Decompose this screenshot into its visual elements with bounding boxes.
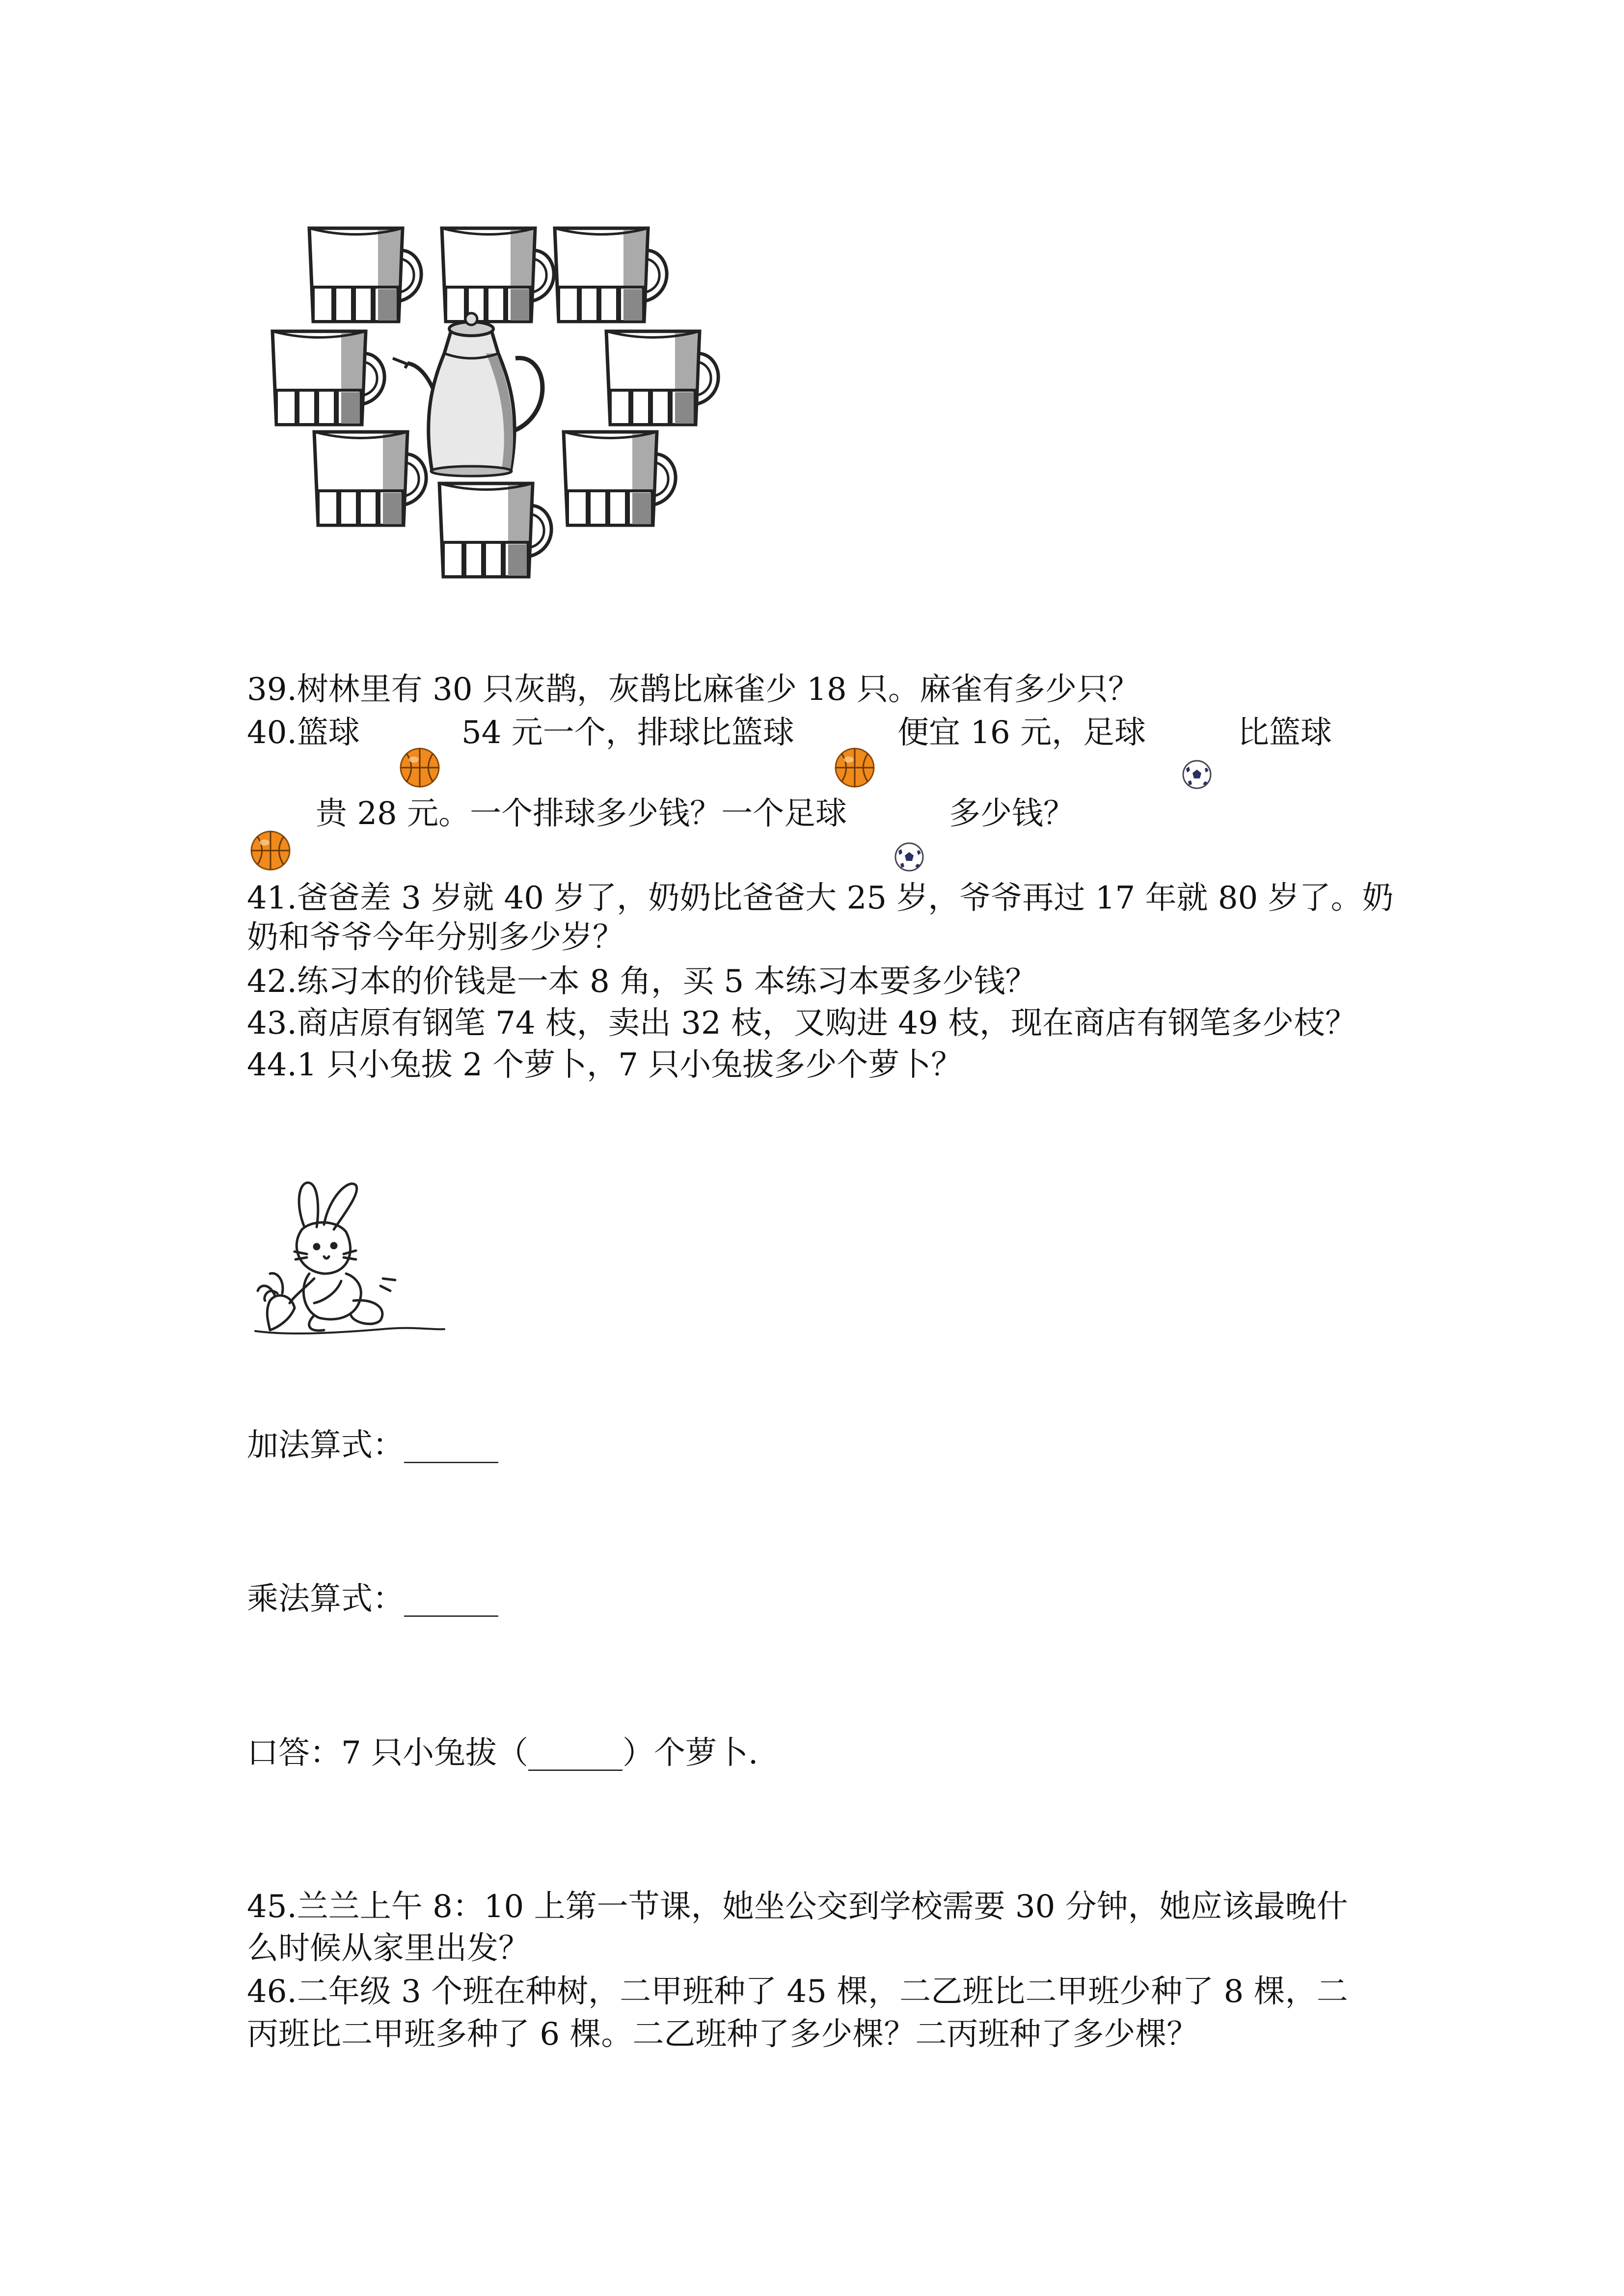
multiplication-formula-line: 乘法算式：______ [247,1581,498,1617]
teapot-and-cups-illustration [260,216,712,579]
cup-image [442,228,554,321]
q40-cheaper-text: 便宜 16 元，足球 [897,715,1146,751]
basketball-icon [250,830,291,871]
question-42: 42.练习本的价钱是一本 8 角，买 5 本练习本要多少钱？ [247,963,1037,1000]
soccer-ball-icon [894,842,924,872]
cup-image [439,483,551,577]
question-43: 43.商店原有钢笔 74 枝，卖出 32 枝，又购进 49 枝，现在商店有钢笔多少枝？ [247,1005,1357,1041]
q40-compare-text: 比篮球 [1238,715,1332,751]
cup-image [564,432,676,525]
cup-image [606,331,718,425]
cup-image [314,432,426,525]
cup-image [272,331,384,425]
question-41-line-2: 奶和爷爷今年分别多少岁？ [247,919,624,956]
rabbit-pulling-carrots-illustration [255,1173,447,1340]
cup-image [555,228,667,321]
q40-how-much-text: 多少钱？ [949,796,1075,832]
q40-expensive-text: 贵 28 元。一个排球多少钱？一个足球 [316,796,847,832]
question-45-line-2: 么时候从家里出发？ [247,1930,530,1967]
question-45-line-1: 45.兰兰上午 8：10 上第一节课，她坐公交到学校需要 30 分钟，她应该最晚什 [247,1889,1348,1925]
q40-price-text: 54 元一个，排球比篮球 [461,715,794,751]
oral-answer-line: 口答：7 只小兔拔（______）个萝卜. [247,1735,758,1771]
question-46-line-1: 46.二年级 3 个班在种树，二甲班种了 45 棵，二乙班比二甲班少种了 8 棵，二 [247,1974,1348,2010]
cup-image [309,228,421,321]
addition-formula-line: 加法算式：______ [247,1427,498,1464]
question-46-line-2: 丙班比二甲班多种了 6 棵。二乙班种了多少棵？二丙班种了多少棵？ [247,2016,1198,2053]
basketball-icon [400,748,440,788]
question-44: 44.1 只小兔拔 2 个萝卜，7 只小兔拔多少个萝卜？ [247,1047,963,1083]
soccer-ball-icon [1182,760,1212,789]
basketball-icon [835,748,875,788]
question-39: 39.树林里有 30 只灰鹊，灰鹊比麻雀少 18 只。麻雀有多少只？ [247,671,1140,708]
question-41-line-1: 41.爸爸差 3 岁就 40 岁了，奶奶比爸爸大 25 岁，爷爷再过 17 年就 80 岁了。奶 [247,880,1394,916]
q40-basketball-label: 40.篮球 [247,715,360,751]
teapot-image [393,313,542,476]
